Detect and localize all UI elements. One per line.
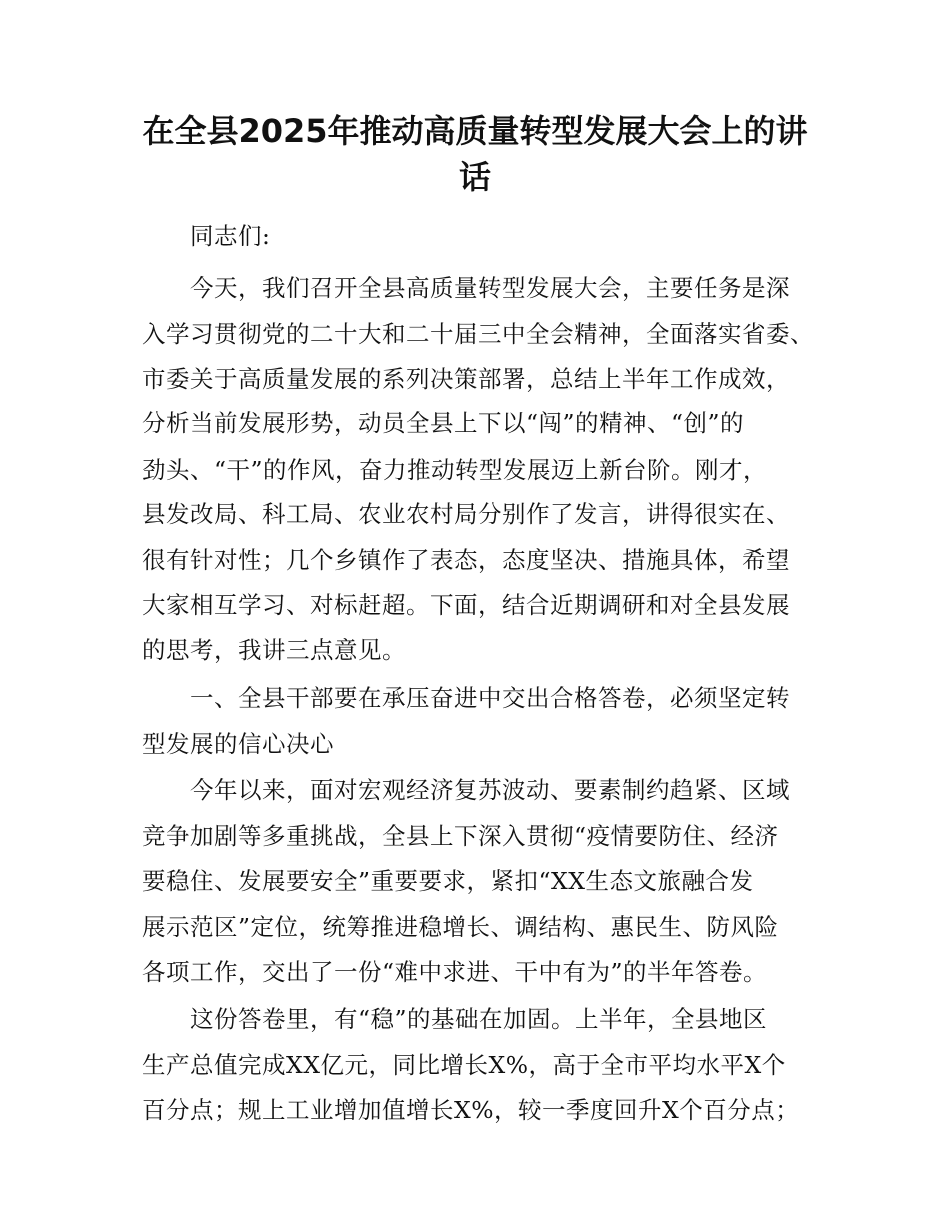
paragraph-line: 竞争加剧等多重挑战，全县上下深入贯彻“疫情要防住、经济 (142, 822, 779, 850)
paragraph-line: 很有针对性；几个乡镇作了表态，态度坚决、措施具体，希望 (142, 546, 790, 574)
paragraph-line: 今年以来，面对宏观经济复苏波动、要素制约趋紧、区域 (190, 776, 790, 804)
paragraph-line: 要稳住、发展要安全”重要要求，紧扣“XX生态文旅融合发 (142, 867, 754, 895)
paragraph-line: 劲头、“干”的作风，奋力推动转型发展迈上新台阶。刚才， (142, 456, 768, 484)
paragraph-line: 这份答卷里，有“稳”的基础在加固。上半年，全县地区 (190, 1005, 768, 1033)
paragraph-line: 大家相互学习、对标赶超。下面，结合近期调研和对全县发展 (142, 591, 790, 619)
paragraph-line: 分析当前发展形势，动员全县上下以“闯”的精神、“创”的 (142, 409, 745, 437)
paragraph-line: 各项工作，交出了一份“难中求进、干中有为”的半年答卷。 (142, 958, 768, 986)
paragraph-line: 生产总值完成XX亿元，同比增长X%，高于全市平均水平X个 (142, 1051, 786, 1079)
title-line-2: 话 (458, 158, 491, 196)
section-heading-line: 一、全县干部要在承压奋进中交出合格答卷，必须坚定转 (190, 684, 790, 712)
paragraph-line: 县发改局、科工局、农业农村局分别作了发言，讲得很实在、 (142, 500, 790, 528)
paragraph-line: 展示范区”定位，统筹推进稳增长、调结构、惠民生、防风险 (142, 913, 779, 941)
section-heading-line: 型发展的信心决心 (142, 730, 334, 758)
paragraph-line: 百分点；规上工业增加值增长X%，较一季度回升X个百分点； (142, 1096, 800, 1124)
paragraph-line: 今天，我们召开全县高质量转型发展大会，主要任务是深 (190, 274, 790, 302)
title-line-1: 在全县2025年推动高质量转型发展大会上的讲 (142, 112, 808, 150)
paragraph-line: 入学习贯彻党的二十大和二十届三中全会精神，全面落实省委、 (142, 320, 814, 348)
document-title (130, 108, 820, 200)
paragraph-line: 市委关于高质量发展的系列决策部署，总结上半年工作成效， (142, 365, 790, 393)
paragraph-line: 的思考，我讲三点意见。 (142, 636, 406, 664)
salutation: 同志们: (190, 222, 271, 250)
